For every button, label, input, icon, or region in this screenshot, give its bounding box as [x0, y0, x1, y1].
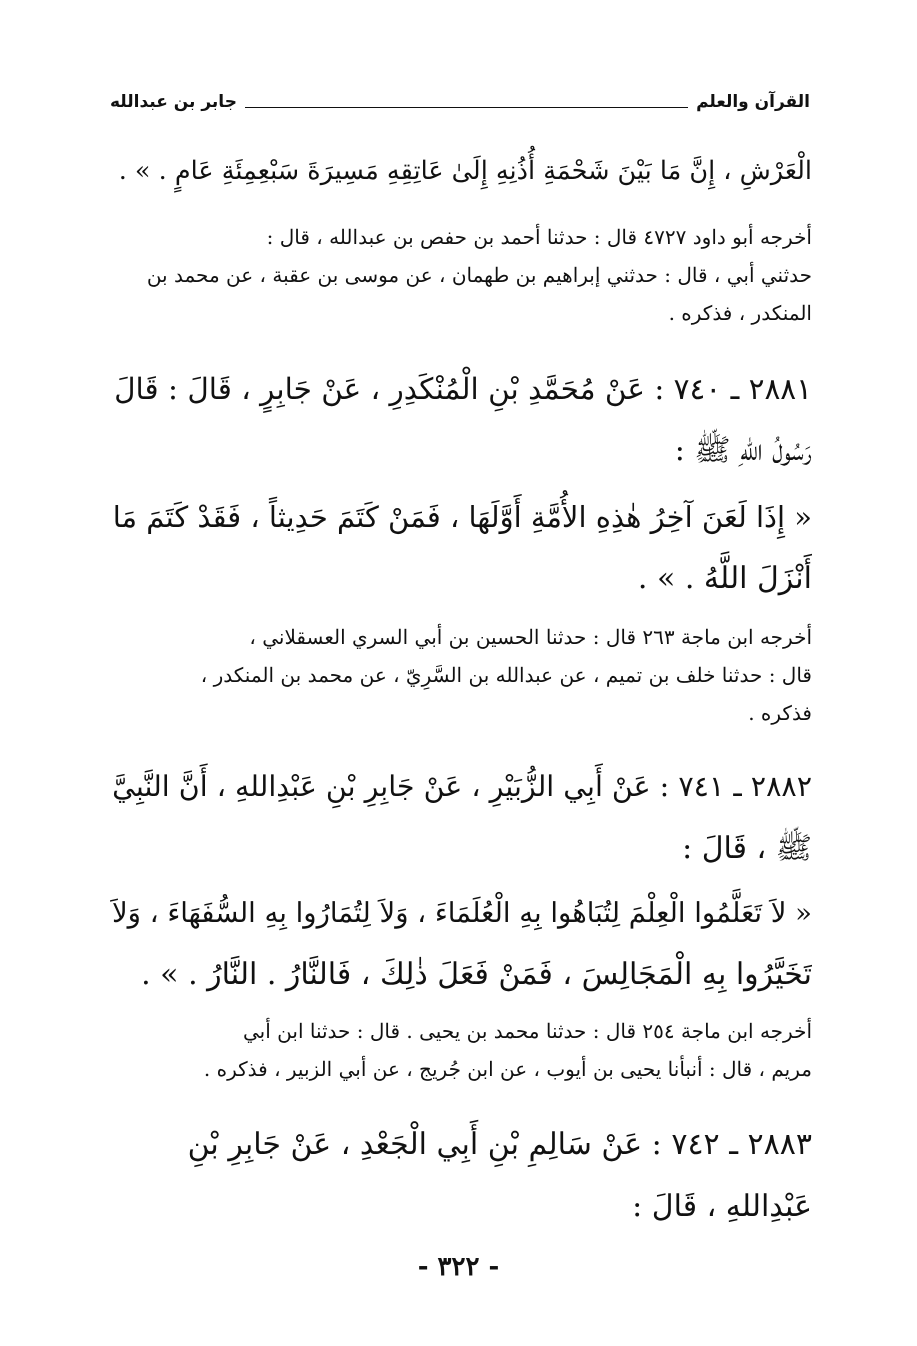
header-rule — [245, 107, 688, 108]
text-line: « لاَ تَعَلَّمُوا الْعِلْمَ لِتُبَاهُوا بِهِ الْعُلَمَاءَ ، وَلاَ لِتُمَارُوا بِهِ السُّفَهَاءَ ، وَلاَ — [112, 897, 812, 929]
hadith-isnad-2881 — [108, 358, 812, 482]
takhrij-note — [108, 218, 812, 332]
takhrij-note — [108, 618, 812, 732]
text-line: أخرجه أبو داود ٤٧٢٧ قال : حدثنا أحمد بن حفص بن عبدالله ، قال : — [266, 225, 812, 249]
header-book-title: القرآن والعلم — [696, 92, 810, 112]
running-header — [110, 88, 810, 116]
text-line: أَنْزَلَ اللَّهُ . » . — [637, 561, 812, 596]
text-line: ٢٨٨١ ـ ٧٤٠ : عَنْ مُحَمَّدِ بْنِ الْمُنْكَدِرِ ، عَنْ جَابِرٍ ، قَالَ : قَالَ — [114, 372, 812, 406]
hadith-text-block — [108, 140, 812, 202]
text-line: حدثني أبي ، قال : حدثني إبراهيم بن طهمان ، عن موسى بن عقبة ، عن محمد بن — [146, 263, 812, 287]
text-line: أخرجه ابن ماجة ٢٥٤ قال : حدثنا محمد بن يحيى . قال : حدثنا ابن أبي — [243, 1019, 812, 1043]
text-line: ٢٨٨٣ ـ ٧٤٢ : عَنْ سَالِمِ بْنِ أَبِي الْجَعْدِ ، عَنْ جَابِرِ بْنِ — [187, 1127, 812, 1162]
hadith-matn-2881 — [108, 486, 812, 610]
text-line: تَخَيَّرُوا بِهِ الْمَجَالِسَ ، فَمَنْ فَعَلَ ذٰلِكَ ، فَالنَّارُ . النَّارُ . » . — [141, 957, 812, 992]
text-line: « إِذَا لَعَنَ آخِرُ هٰذِهِ الأُمَّةِ أَوَّلَهَا ، فَمَنْ كَتَمَ حَدِيثاً ، فَقَدْ كَتَمَ مَا — [112, 500, 812, 534]
text-line: عَبْدِاللهِ ، قَالَ : — [632, 1189, 812, 1224]
header-companion-name: جابر بن عبدالله — [110, 92, 237, 112]
text-line: فذكره . — [748, 701, 812, 725]
hadith-matn-2882 — [108, 882, 812, 1006]
text-line: ﷺ ، قَالَ : — [682, 831, 812, 866]
text-line: قال : حدثنا خلف بن تميم ، عن عبدالله بن السَّرِيّ ، عن محمد بن المنكدر ، — [200, 663, 812, 687]
text-line: مريم ، قال : أنبأنا يحيى بن أيوب ، عن ابن جُريج ، عن أبي الزبير ، فذكره . — [203, 1057, 812, 1081]
text-line: رَسُولُ اللهِ ﷺ : — [674, 433, 812, 468]
text-line: ٢٨٨٢ ـ ٧٤١ : عَنْ أَبِي الزُّبَيْرِ ، عَنْ جَابِرِ بْنِ عَبْدِاللهِ ، أَنَّ النَّبِيَّ — [112, 770, 812, 803]
text-line: الْعَرْشِ ، إِنَّ مَا بَيْنَ شَحْمَةِ أُذُنِهِ إِلَىٰ عَاتِقِهِ مَسِيرَةَ سَبْعِمِئَةِ عَامٍ . » . — [118, 156, 812, 186]
hadith-isnad-2882 — [108, 756, 812, 880]
text-line: المنكدر ، فذكره . — [668, 301, 812, 325]
takhrij-note — [108, 1012, 812, 1088]
page-number: - ٣٢٢ - — [417, 1252, 500, 1282]
hadith-isnad-2883 — [108, 1114, 812, 1238]
text-line: أخرجه ابن ماجة ٢٦٣ قال : حدثنا الحسين بن أبي السري العسقلاني ، — [249, 625, 812, 649]
